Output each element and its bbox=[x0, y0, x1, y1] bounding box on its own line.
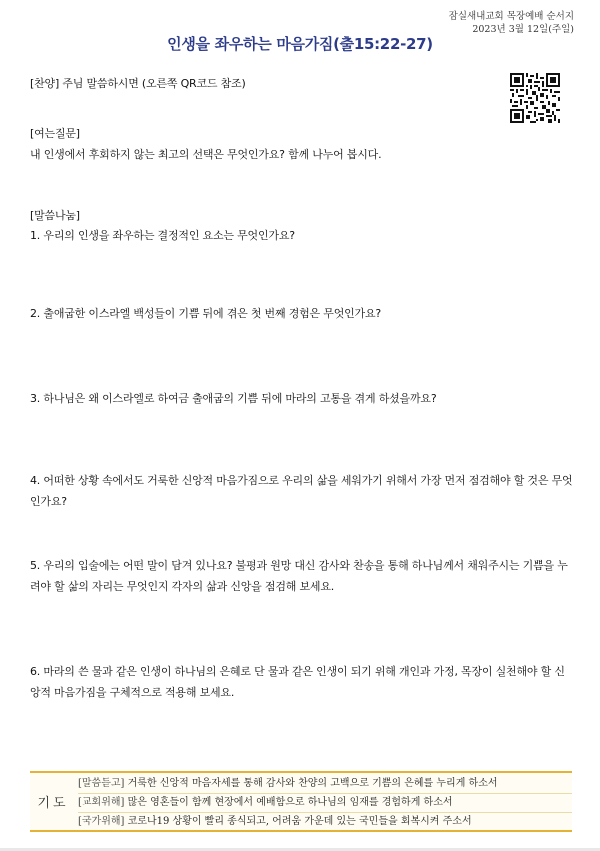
prayer-item-tag: [교회위해] bbox=[78, 797, 125, 808]
sharing-question-3: 3. 하나님은 왜 이스라엘로 하여금 출애굽의 기쁨 뒤에 마라의 고통을 겪게 하셨을까요? bbox=[30, 392, 437, 405]
sharing-label: [말씀나눔] bbox=[30, 209, 80, 222]
prayer-label: 기도 bbox=[37, 796, 69, 811]
prayer-item-text: 많은 영혼들이 함께 현장에서 예배함으로 하나님의 임재를 경험하게 하소서 bbox=[127, 797, 453, 808]
sharing-question-6: 6. 마라의 쓴 물과 같은 인생이 하나님의 은혜로 단 물과 같은 인생이 되기 위해 개인과 가정, 목장이 실천해야 할 신앙적 마음가짐을 구체적으로 적용해 보세요. bbox=[30, 665, 565, 699]
prayer-item bbox=[78, 775, 572, 794]
prayer-box bbox=[30, 771, 572, 832]
prayer-item bbox=[78, 794, 572, 813]
prayer-item bbox=[78, 813, 572, 831]
prayer-item-text: 코로나19 상황이 빨리 종식되고, 어려움 가운데 있는 국민들을 회복시켜 주소서 bbox=[127, 816, 472, 827]
praise-label: [찬양] bbox=[30, 77, 60, 90]
sharing-question-5: 5. 우리의 입술에는 어떤 말이 담겨 있나요? 불평과 원망 대신 감사와 찬송을 통해 하나님께서 채워주시는 기쁨을 누려야 할 삶의 자리는 무엇인지 각자의 삶과 신앙을 점검해 보세요. bbox=[30, 559, 568, 593]
service-date: 2023년 3월 12일(주일) bbox=[472, 24, 574, 35]
sharing-question-1: 1. 우리의 인생을 좌우하는 결정적인 요소는 무엇인가요? bbox=[30, 229, 295, 242]
prayer-item-text: 거룩한 신앙적 마음자세를 통해 감사와 찬양의 고백으로 기쁨의 은혜를 누리게 하소서 bbox=[127, 778, 498, 789]
sharing-question-2: 2. 출애굽한 이스라엘 백성들이 기쁨 뒤에 겪은 첫 번째 경험은 무엇인가요? bbox=[30, 307, 382, 320]
page-title: 인생을 좌우하는 마음가짐(출15:22-27) bbox=[167, 35, 433, 53]
opening-question: 내 인생에서 후회하지 않는 최고의 선택은 무엇인가요? 함께 나누어 봅시다. bbox=[30, 148, 382, 161]
prayer-list bbox=[78, 775, 572, 831]
prayer-item-tag: [말씀듣고] bbox=[78, 778, 125, 789]
qr-code-icon[interactable] bbox=[510, 73, 560, 123]
opening-label: [여는질문] bbox=[30, 127, 80, 140]
sharing-question-4: 4. 어떠한 상황 속에서도 거룩한 신앙적 마음가짐으로 우리의 삶을 세워가기 위해서 가장 먼저 점검해야 할 것은 무엇인가요? bbox=[30, 474, 573, 508]
prayer-item-tag: [국가위해] bbox=[78, 816, 125, 827]
praise-text: 주님 말씀하시면 (오른쪽 QR코드 참조) bbox=[62, 77, 246, 90]
praise-line bbox=[30, 76, 246, 91]
church-name: 잠실새내교회 목장예배 순서지 bbox=[448, 11, 574, 22]
